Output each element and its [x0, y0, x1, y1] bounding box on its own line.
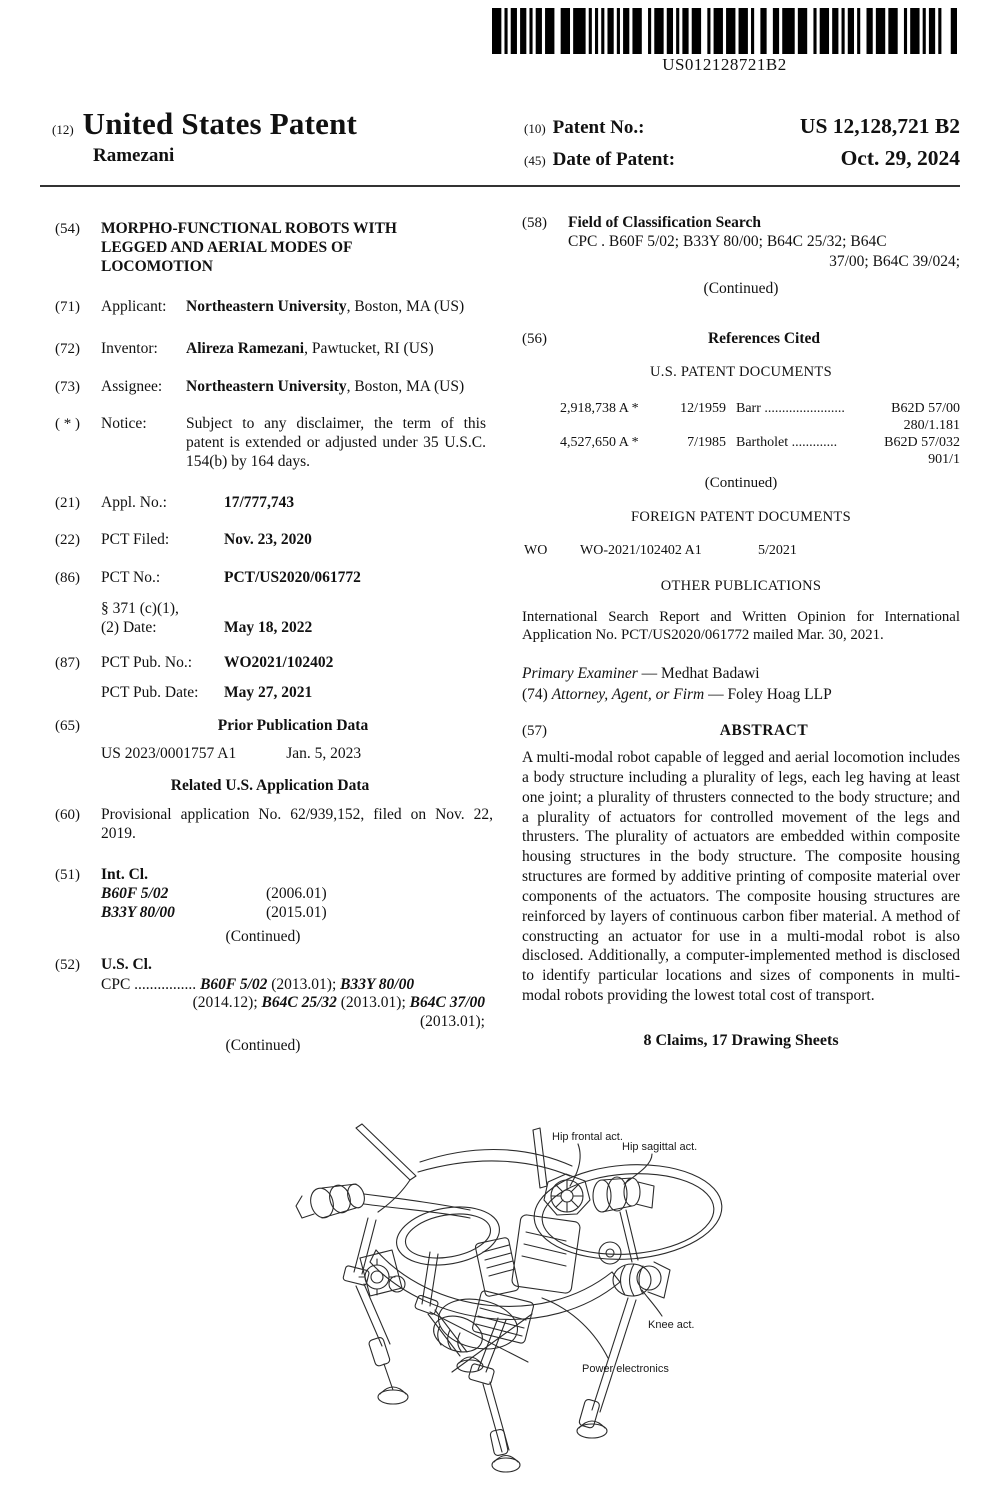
applicant-rest: , Boston, MA (US) [346, 297, 465, 315]
int-cl-code: B60F 5/02 [101, 884, 169, 902]
notice-label: Notice: [101, 415, 147, 433]
prior-pub-heading: Prior Publication Data [217, 716, 369, 734]
section-number: (71) [55, 298, 80, 315]
cpc-text: (2013.01); [336, 994, 410, 1012]
int-cl-year: (2015.01) [266, 903, 327, 921]
ref-subclass: 901/1 [928, 452, 960, 468]
foreign-date: 5/2021 [758, 542, 797, 558]
pct-pub-no-value: WO2021/102402 [224, 653, 334, 671]
us-patent-documents-heading: U.S. PATENT DOCUMENTS [650, 363, 832, 380]
section-number: (21) [55, 495, 80, 512]
assignee-label: Assignee: [101, 377, 163, 395]
foreign-number: WO-2021/102402 A1 [580, 542, 702, 558]
attorney-line [522, 686, 960, 705]
section-number: (87) [55, 654, 80, 671]
field-line-2: 37/00; B64C 39/024; [829, 252, 960, 270]
section-number: (65) [55, 717, 80, 734]
sect371-line: § 371 (c)(1), [101, 599, 179, 617]
section-number: (22) [55, 532, 80, 549]
cpc-code: B64C 37/00 [409, 994, 485, 1012]
section-number: ( * ) [55, 416, 80, 433]
section-us-cl [55, 956, 485, 1057]
robot-line-drawing [280, 1100, 730, 1500]
section-pct-no [55, 569, 485, 638]
pct-filed-label: PCT Filed: [101, 531, 170, 549]
references-heading: References Cited [707, 329, 821, 347]
ref-date: 7/1985 [687, 435, 726, 451]
cpc-line-3: (2013.01); [419, 1013, 485, 1031]
section-field-of-search [522, 214, 960, 272]
cpc-line-1 [101, 976, 485, 995]
date-code: (45) [524, 153, 546, 168]
section-assignee [55, 378, 485, 397]
label-hip-sagittal-actuator: Hip sagittal act. [622, 1141, 698, 1153]
pct-pub-date-label: PCT Pub. Date: [101, 683, 199, 701]
header-divider [40, 185, 960, 187]
int-cl-continued: (Continued) [225, 927, 301, 945]
inventor-rest: , Pawtucket, RI (US) [304, 339, 434, 357]
section-number: (60) [55, 807, 80, 824]
label-hip-frontal-actuator: Hip frontal act. [552, 1131, 623, 1143]
section-title [55, 220, 485, 277]
cpc-text: (2013.01); [267, 975, 341, 993]
section-pct-pub [55, 654, 485, 703]
cpc-line-2 [101, 994, 485, 1013]
abstract-heading: ABSTRACT [719, 722, 809, 740]
section-pct-filed [55, 531, 485, 550]
section-number: (86) [55, 569, 80, 586]
patent-number: US 12,128,721 B2 [799, 114, 960, 138]
date-caption: Date of Patent: [552, 149, 676, 170]
section-number: (72) [55, 340, 80, 357]
int-cl-year: (2006.01) [266, 884, 327, 902]
table-row [560, 400, 960, 417]
section-applicant [55, 298, 485, 317]
examiner-label: Primary Examiner [522, 665, 638, 683]
attorney-firm: — Foley Hoag LLP [704, 686, 832, 704]
label-knee-actuator: Knee act. [648, 1319, 695, 1331]
patent-no-caption: Patent No.: [552, 117, 645, 138]
prior-pub-doc: US 2023/0001757 A1 [101, 745, 237, 763]
section-number: (54) [55, 221, 80, 237]
right-column [522, 214, 960, 1050]
cpc-text: (2014.12); [192, 994, 262, 1012]
notice-text: Subject to any disclaimer, the term of this patent is extended or adjusted under 35 U.S.C. 154(b) by 164 days. [186, 415, 486, 471]
section-prior-publication [55, 717, 485, 765]
section-appl-no [55, 494, 485, 513]
pct-pub-no-label: PCT Pub. No.: [101, 653, 193, 671]
barcode [492, 8, 957, 75]
section-number: (51) [55, 867, 80, 884]
pct-filed-value: Nov. 23, 2020 [224, 531, 312, 549]
appl-no-value: 17/777,743 [224, 494, 295, 512]
attorney-num: (74) [522, 686, 552, 704]
patent-date: Oct. 29, 2024 [840, 146, 960, 170]
cpc-code: B60F 5/02 [200, 975, 268, 993]
left-column [55, 214, 493, 1056]
header-right [524, 106, 960, 178]
field-continued: (Continued) [703, 279, 779, 297]
cpc-prefix: CPC ................ [101, 975, 201, 993]
section-int-cl [55, 866, 485, 947]
references-continued: (Continued) [704, 474, 778, 491]
other-publications-text: International Search Report and Written Opinion for International Application No. PCT/US2020/061772 mailed Mar. 30, 2021. [522, 609, 960, 644]
kind-code-label: (12) [52, 122, 74, 137]
pct-no-value: PCT/US2020/061772 [224, 568, 361, 586]
section-number: (56) [522, 330, 547, 347]
invention-title: MORPHO-FUNCTIONAL ROBOTS WITH LEGGED AND AERIAL MODES OF LOCOMOTION [101, 220, 397, 275]
primary-examiner-line [522, 665, 960, 684]
foreign-patent-documents-heading: FOREIGN PATENT DOCUMENTS [631, 508, 851, 525]
document-title: United States Patent [82, 106, 358, 141]
header [52, 106, 960, 178]
section-notice [55, 415, 485, 472]
barcode-bars [492, 8, 957, 54]
section-inventor [55, 340, 485, 359]
appl-no-label: Appl. No.: [101, 494, 167, 512]
date-371-value: May 18, 2022 [224, 618, 313, 636]
table-row [560, 434, 960, 451]
provisional-text: Provisional application No. 62/939,152, filed on Nov. 22, 2019. [101, 806, 493, 843]
applicant-label: Applicant: [101, 297, 167, 315]
ref-name: Bartholet ............. [736, 435, 838, 451]
assignee-name: Northeastern University [186, 377, 347, 395]
attorney-label: Attorney, Agent, or Firm [551, 686, 705, 704]
assignee-rest: , Boston, MA (US) [346, 377, 465, 395]
ref-class: B62D 57/00 [891, 401, 960, 417]
inventor-surname: Ramezani [93, 145, 175, 166]
field-line-1: CPC . B60F 5/02; B33Y 80/00; B64C 25/32; B64C [568, 232, 887, 250]
barcode-number: US012128721B2 [662, 55, 787, 74]
ref-number: 2,918,738 A * [560, 401, 639, 417]
examiner-name: — Medhat Badawi [637, 665, 760, 683]
us-patent-documents-table [522, 400, 960, 468]
int-cl-heading: Int. Cl. [101, 866, 148, 884]
inventor-name: Alireza Ramezani [186, 339, 305, 357]
us-cl-continued: (Continued) [225, 1037, 301, 1055]
foreign-country: WO [524, 542, 548, 558]
ref-class: B62D 57/032 [884, 435, 960, 451]
field-heading: Field of Classification Search [568, 214, 762, 231]
section-number: (58) [522, 215, 547, 231]
header-left [52, 106, 522, 178]
inventor-label: Inventor: [101, 339, 158, 357]
robot-sketch [296, 1124, 725, 1472]
ref-name: Barr ....................... [736, 401, 845, 417]
cpc-code: B64C 25/32 [261, 994, 337, 1012]
label-power-electronics: Power electronics [582, 1363, 669, 1375]
pct-no-label: PCT No.: [101, 568, 161, 586]
claims-line: 8 Claims, 17 Drawing Sheets [643, 1031, 839, 1049]
section-number: (52) [55, 956, 80, 973]
int-cl-code: B33Y 80/00 [101, 903, 175, 921]
other-publications-heading: OTHER PUBLICATIONS [660, 577, 822, 594]
cpc-code: B33Y 80/00 [340, 975, 415, 993]
section-abstract [522, 722, 960, 741]
prior-pub-date: Jan. 5, 2023 [286, 745, 362, 763]
related-data-heading: Related U.S. Application Data [170, 777, 370, 795]
applicant-name: Northeastern University [186, 297, 347, 315]
date-371-label: (2) Date: [101, 618, 157, 636]
section-number: (57) [522, 723, 547, 740]
pct-pub-date-value: May 27, 2021 [224, 683, 313, 701]
robot-figure [280, 1100, 730, 1500]
ref-subclass: 280/1.181 [903, 418, 960, 434]
section-references [522, 330, 960, 349]
ref-date: 12/1959 [680, 401, 726, 417]
us-cl-heading: U.S. Cl. [101, 955, 152, 973]
ref-number: 4,527,650 A * [560, 435, 639, 451]
section-number: (73) [55, 378, 80, 395]
abstract-text: A multi-modal robot capable of legged and aerial locomotion includes a body structure including a plurality of legs, each leg having at least one joint; a plurality of thrusters connected to the body structure; and a plurality of actuators for controlled movement of the legs and thrusters. The plurality of actuators are embedded within composite housing structures in the body structure. The composite housing structures are formed by additive printing of composite material over components of the actuators. The composite housing structures are reinforced by layers of continuous carbon fiber material. A method of constructing an actuator for use in a multi-modal robot is also disclosed. Additionally, a computer-implemented method is disclosed to identify particular locations and sizes of components in multi-modal robots providing the lowest total cost of transport. [522, 749, 960, 1005]
section-provisional [55, 806, 493, 844]
foreign-patent-row [522, 542, 960, 559]
patent-no-code: (10) [524, 121, 546, 136]
